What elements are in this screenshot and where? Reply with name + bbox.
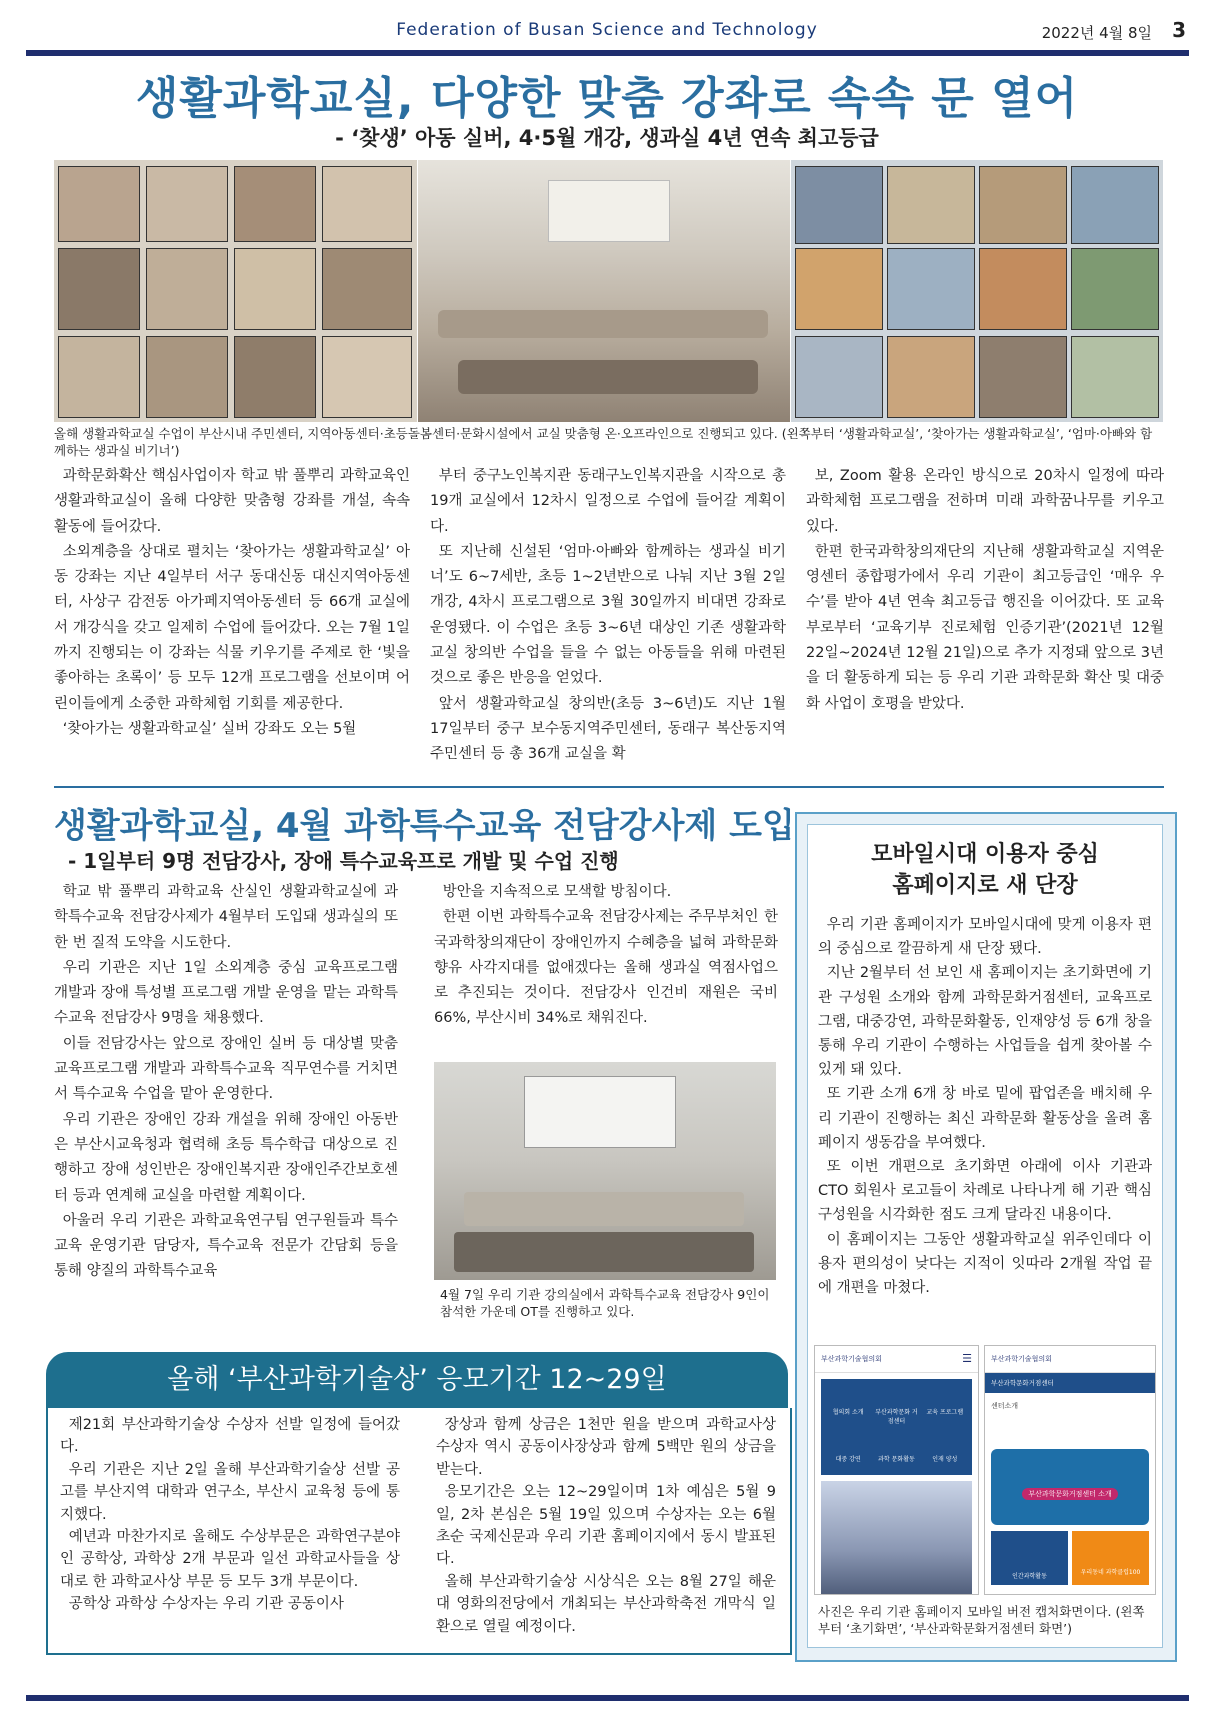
paragraph: 또 이번 개편으로 초기화면 아래에 이사 기관과 CTO 회원사 로고들이 차례로 나타나게 해 기관 핵심 구성원을 시각화한 점도 크게 달라진 내용이다.: [818, 1159, 1152, 1224]
phone-card: 인간과학활동: [991, 1531, 1068, 1585]
sidebar-title-line2: 홈페이지로 새 단장: [892, 873, 1078, 898]
paragraph: 지난 2월부터 선 보인 새 홈페이지는 초기화면에 기관 구성원 소개와 함께 과학문화거점센터, 교육프로그램, 대중강연, 과학문화활동, 인재양성 등 6개 창을 통해 우리 기관이 수행하는 사업들을 쉽게 찾아볼 수 있게 돼 있다.: [818, 965, 1152, 1079]
menu-item: 부산과학문화 거점센터: [875, 1409, 918, 1425]
mobile-screenshot-center: [984, 1345, 1156, 1595]
footer-rule: [26, 1695, 1189, 1701]
paragraph: 소외계층을 상대로 펼치는 ‘찾아가는 생활과학교실’ 아동 강좌는 지난 4일부터 서구 동대신동 대신지역아동센터, 사상구 감전동 아가페지역아동센터 등 66개 교실에서 개강식을 갖고 일제히 수업에 들어갔다. 오는 7월 1일까지 진행되는 이 강좌는 식물 키우기를 주제로 한 ‘빛을 좋아하는 초록이’ 등 모두 12개 프로그램을 선보이며 어린이들에게 소중한 과학체험 기회를 제공한다.: [54, 543, 410, 712]
article1-title: 생활과학교실, 다양한 맞춤 강좌로 속속 문 열어: [135, 73, 1079, 124]
mobile-screenshot-home: [814, 1345, 979, 1595]
site-logo: 부산과학기술협의회: [991, 1355, 1052, 1363]
article1-column-3: [806, 464, 1164, 717]
homepage-sidebar: [795, 812, 1177, 1662]
issue-date: 2022년 4월 8일: [1041, 24, 1152, 42]
article2-title: 생활과학교실, 4월 과학특수교육 전담강사제 도입: [54, 806, 795, 846]
paragraph: 응모기간은 오는 12~29일이며 1차 예심은 5월 9일, 2차 본심은 5월 19일 있으며 수상자는 오는 6월 초순 국제신문과 우리 기관 홈페이지에서 동시 발표된다.: [436, 1484, 776, 1568]
paragraph: 보, Zoom 활용 온라인 방식으로 20차시 일정에 따라 과학체험 프로그램을 전하며 미래 과학꿈나무를 키우고 있다.: [806, 468, 1164, 535]
paragraph: 부터 중구노인복지관 동래구노인복지관을 시작으로 총 19개 교실에서 12차시 일정으로 수업에 들어갈 계획이다.: [430, 468, 786, 535]
phone-banner: [991, 1449, 1149, 1525]
article3-column-1: [60, 1414, 400, 1616]
phone-cards: [991, 1531, 1149, 1585]
paragraph: 한편 한국과학창의재단의 지난해 생활과학교실 지역운영센터 종합평가에서 우리 기관이 최고등급인 ‘매우 우수’를 받아 4년 연속 최고등급 행진을 이어갔다. 또 교육부로부터 ‘교육기부 진로체험 인증기관’(2021년 12월 22일~2024년 12월 21일)으로 추가 지정돼 앞으로 3년을 더 활동하게 되는 등 우리 기관 과학문화 확산 및 대중화 사업이 호평을 받았다.: [806, 543, 1164, 712]
phone-topbar: [815, 1346, 978, 1373]
article3-column-2: [436, 1414, 776, 1638]
article1-photo-center: [418, 160, 790, 422]
paragraph: 과학문화확산 핵심사업이자 학교 밖 풀뿌리 과학교육인 생활과학교실이 올해 다양한 맞춤형 강좌를 개설, 속속 활동에 들어갔다.: [54, 468, 410, 535]
paragraph: 우리 기관은 지난 2일 올해 부산과학기술상 선발 공고를 부산지역 대학과 연구소, 부산시 교육청 등에 통지했다.: [60, 1461, 400, 1523]
article1-photo-right: [791, 160, 1163, 422]
article2-caption: 4월 7일 우리 기관 강의실에서 과학특수교육 전담강사 9인이 참석한 가운데 OT를 진행하고 있다.: [440, 1287, 770, 1319]
paragraph: 방안을 지속적으로 모색할 방침이다.: [442, 884, 672, 900]
section-divider: [54, 786, 1164, 788]
article1-subtitle: - ‘찾생’ 아동 실버, 4·5월 개강, 생과실 4년 연속 최고등급: [335, 126, 879, 150]
article1-caption: 올해 생활과학교실 수업이 부산시내 주민센터, 지역아동센터·초등돌봄센터·문화시설에서 교실 맞춤형 온·오프라인으로 진행되고 있다. (왼쪽부터 ‘생활과학교실’, ‘찾아가는 생활과학교실’, ‘엄마·아빠와 함께하는 생과실 비기너’): [54, 426, 1153, 458]
article1-column-1: [54, 464, 410, 742]
menu-item: 교육 프로그램: [926, 1409, 964, 1416]
paragraph: 또 기관 소개 6개 창 바로 밑에 팝업존을 배치해 우리 기관이 진행하는 최신 과학문화 활동상을 올려 홈페이지 생동감을 부여했다.: [818, 1086, 1152, 1151]
menu-icon: ☰: [962, 1352, 972, 1365]
menu-item: 인재 양성: [932, 1455, 958, 1463]
paragraph: 예년과 마찬가지로 올해도 수상부문은 과학연구분야인 공학상, 과학상 2개 부문과 일선 과학교사들을 상대로 한 과학교사상 부문 등 모두 3개 부문이다.: [60, 1529, 400, 1590]
paragraph: 우리 기관 홈페이지가 모바일시대에 맞게 이용자 편의 중심으로 깔끔하게 새 단장 됐다.: [818, 917, 1152, 958]
article3-banner: [46, 1352, 788, 1408]
menu-item: 협의회 소개: [832, 1409, 864, 1416]
paragraph: 제21회 부산과학기술상 수상자 선발 일정에 들어갔다.: [60, 1417, 400, 1456]
paragraph: 이들 전담강사는 앞으로 장애인 실버 등 대상별 맞춤 교육프로그램 개발과 과학특수교육 직무연수를 거치면서 특수교육 수업을 맡아 운영한다.: [54, 1035, 398, 1103]
paragraph: 앞서 생활과학교실 창의반(초등 3~6년)도 지난 1월 17일부터 중구 보수동지역주민센터, 동래구 복산동지역주민센터 등 총 36개 교실을 확: [430, 695, 786, 763]
paragraph: 한편 이번 과학특수교육 전담강사제는 주무부처인 한국과학창의재단이 장애인까지 수혜층을 넓혀 과학문화 향유 사각지대를 없애겠다는 올해 생과실 역점사업으로 추진되는 것이다. 전담강사 인건비 재원은 국비 66%, 부산시비 34%로 채워진다.: [434, 909, 778, 1027]
article2-column-2: [434, 880, 778, 1032]
sidebar-title: [808, 839, 1162, 901]
phone-nav: 부산과학문화거점센터: [985, 1373, 1155, 1393]
paragraph: ‘찾아가는 생활과학교실’ 실버 강좌도 오는 5월: [62, 720, 357, 737]
article1-column-2: [430, 464, 786, 768]
publication-name: Federation of Busan Science and Technology: [396, 20, 818, 40]
phone-card: 우리동네 과학클럽100: [1072, 1531, 1149, 1585]
sidebar-title-line1: 모바일시대 이용자 중심: [871, 842, 1099, 867]
paragraph: 우리 기관은 장애인 강좌 개설을 위해 장애인 아동반은 부산시교육청과 협력해 초등 특수학급 대상으로 진행하고 장애 성인반은 장애인복지관 장애인주간보호센터 등과 연계해 교실을 마련할 계획이다.: [54, 1111, 398, 1204]
header-rule: [26, 50, 1189, 56]
article2-subtitle: - 1일부터 9명 전담강사, 장애 특수교육프로 개발 및 수업 진행: [68, 849, 619, 873]
article3-title: 올해 ‘부산과학기술상’ 응모기간 12~29일: [167, 1364, 667, 1395]
phone-topbar: [985, 1346, 1155, 1373]
menu-item: 과학 문화활동: [878, 1455, 915, 1463]
phone-section-label: 센터소개: [991, 1402, 1019, 1410]
site-logo: 부산과학기술협의회: [821, 1355, 882, 1363]
paragraph: 장상과 함께 상금은 1천만 원을 받으며 과학교사상 수상자 역시 공동이사장상과 함께 5백만 원의 상금을 받는다.: [436, 1417, 776, 1478]
article2-photo: [434, 1062, 776, 1280]
phone-menu-grid: [821, 1379, 972, 1475]
paragraph: 이 홈페이지는 그동안 생활과학교실 위주인데다 이용자 편의성이 낮다는 지적이 잇따라 2개월 작업 끝에 개편을 마쳤다.: [818, 1231, 1152, 1297]
paragraph: 올해 부산과학기술상 시상식은 오는 8월 27일 해운대 영화의전당에서 개최되는 부산과학축전 개막식 일환으로 열릴 예정이다.: [436, 1573, 776, 1635]
paragraph: 공학상 과학상 수상자는 우리 기관 공동이사: [68, 1596, 344, 1613]
popup-zone-photo: [821, 1481, 972, 1595]
sidebar-inner: [807, 824, 1163, 1648]
paragraph: 우리 기관은 지난 1일 소외계층 중심 교육프로그램 개발과 장애 특성별 프로그램 개발 운영을 맡는 과학특수교육 전담강사 9명을 채용했다.: [54, 959, 398, 1027]
page-number: 3: [1172, 18, 1186, 42]
sidebar-caption: 사진은 우리 기관 홈페이지 모바일 버전 캡처화면이다. (왼쪽부터 ‘초기화면’, ‘부산과학문화거점센터 화면’): [818, 1604, 1145, 1636]
sidebar-body: [818, 913, 1152, 1300]
paragraph: 아울러 우리 기관은 과학교육연구팀 연구원들과 특수교육 운영기관 담당자, 특수교육 전문가 간담회 등을 통해 양질의 과학특수교육: [54, 1212, 398, 1280]
phone-banner-text: 부산과학문화거점센터 소개: [1022, 1488, 1117, 1500]
paragraph: 학교 밖 풀뿌리 과학교육 산실인 생활과학교실에 과학특수교육 전담강사제가 4월부터 도입돼 생과실의 또 한 번 질적 도약을 시도한다.: [54, 884, 398, 951]
menu-item: 대중 강연: [835, 1455, 861, 1463]
article1-photo-left: [54, 160, 417, 422]
article2-column-1: [54, 880, 398, 1285]
paragraph: 또 지난해 신설된 ‘엄마·아빠와 함께하는 생과실 비기너’도 6~7세반, 초등 1~2년반으로 나눠 지난 3월 2일 개강, 4차시 프로그램으로 3월 30일까지 비대면 강좌로 운영됐다. 이 수업은 초등 3~6년 대상인 기존 생활과학교실 창의반 수업을 들을 수 없는 아동들을 위해 마련된 것으로 좋은 반응을 얻었다.: [430, 543, 786, 687]
